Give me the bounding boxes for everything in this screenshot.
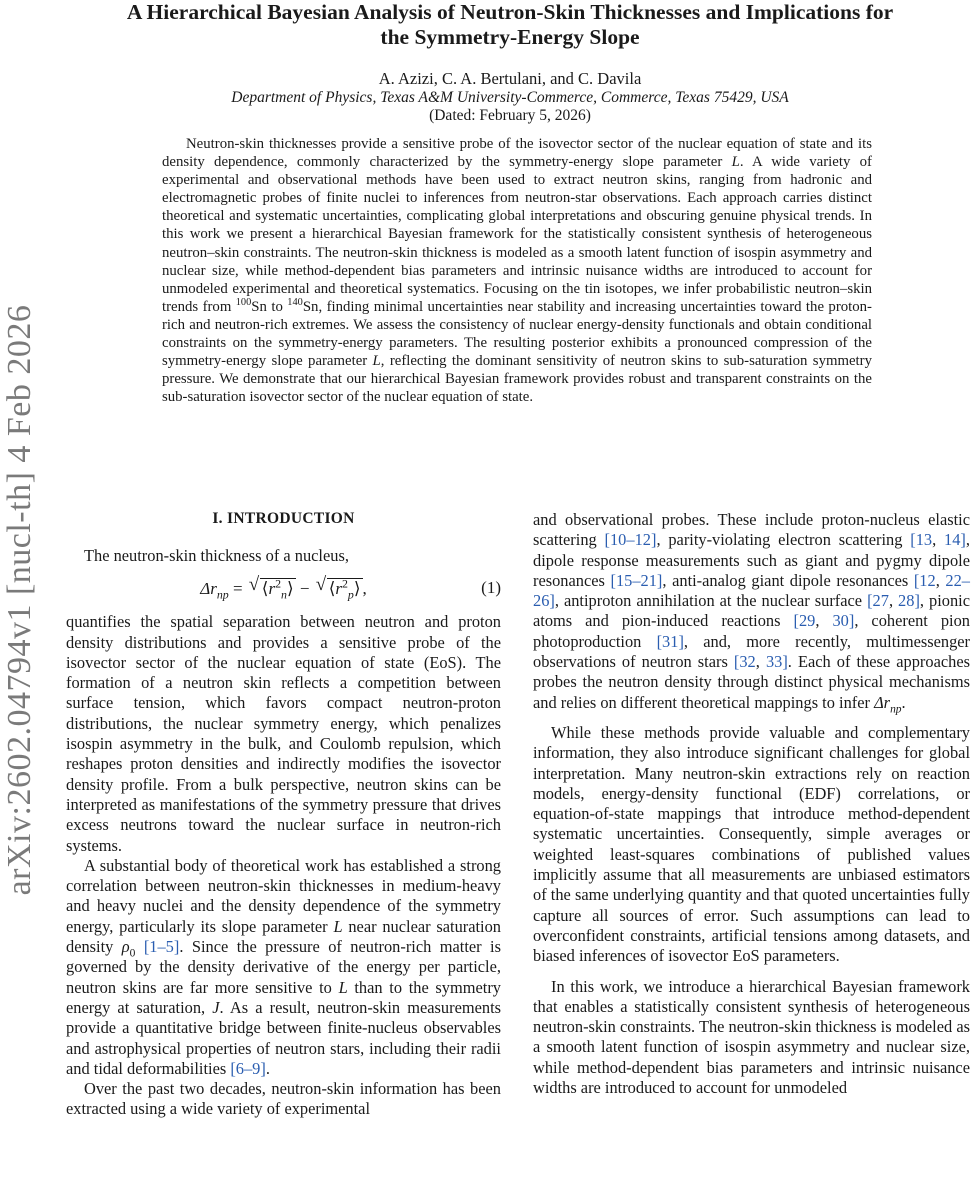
citation-separator: , (755, 652, 766, 672)
paragraph-text: , and, more recently, multimessenger observations of neutron stars (533, 631, 970, 672)
paragraph-text: A substantial body of theoretical work has established a strong correlation between neutron-skin thicknesses in medium-heavy and heavy nuclei and the density dependence of the symmetry energy, particularly its slope parameter (66, 855, 501, 936)
abstract (162, 135, 872, 406)
left-column (66, 508, 501, 1120)
eq-subscript-np: np (890, 702, 902, 715)
arxiv-sidebar (0, 300, 40, 900)
period: . (265, 1058, 270, 1078)
title-line-1: A Hierarchical Bayesian Analysis of Neutron-Skin Thicknesses and Implications for (126, 0, 894, 24)
abstract-text: Neutron-skin thicknesses provide a sensitive probe of the isovector sector of the nuclear equation of state and its density dependence, commonly characterized by the symmetry-energy slope parameter (162, 136, 872, 171)
title-line-2: the Symmetry-Energy Slope (380, 25, 640, 49)
sqrt-neutron: √ $⟨r^2_n⟩$ (248, 574, 294, 602)
eq-equals: = (228, 579, 247, 599)
mass-number-140: 140 (287, 296, 303, 308)
eq-minus: − (295, 579, 314, 599)
paragraph-text: , dipole response measurements such as giant and pygmy dipole resonances (533, 530, 970, 590)
section-heading-introduction: I. INTRODUCTION (212, 510, 355, 527)
citation-separator: , (815, 611, 833, 631)
paragraph-text: , pionic atoms and pion-induced reactions (533, 591, 970, 631)
sqrt-proton: √ $⟨r^2_p⟩$ (315, 574, 361, 602)
equation-number: (1) (481, 578, 501, 598)
period: . (901, 692, 906, 712)
radical-sign: √ (315, 574, 327, 596)
intro-paragraph-1: The neutron-skin thickness of a nucleus, (84, 546, 349, 565)
equation-body (200, 574, 367, 602)
eq-subscript-n: n (281, 587, 287, 602)
eq-r: r (268, 579, 276, 599)
citation-link[interactable]: 28] (898, 591, 920, 611)
citation-link[interactable]: 14] (944, 530, 966, 550)
citation-link[interactable]: [6–9] (230, 1058, 266, 1078)
mass-number-100: 100 (235, 296, 252, 308)
citation-separator: , (932, 530, 945, 550)
abstract-text: , reflecting the dominant sensitivity of neutron skins to sub-saturation symmetry pressure. We demonstrate that our hierarchical Bayesian framework provides robust and transparent constraints on the sub-saturation isovector sector of the nuclear equation of state. (162, 353, 872, 406)
citation-separator: , (935, 570, 946, 590)
paragraph-text: than to the symmetry energy at saturation, (66, 977, 501, 1017)
intro-paragraph-4: Over the past two decades, neutron-skin information has been extracted using a wide variety of experimental (66, 1079, 501, 1119)
equation-1 (66, 566, 501, 612)
citation-link[interactable]: 30] (832, 611, 855, 631)
paragraph-text: . As a result, neutron-skin measurements provide a quantitative bridge between finite-nucleus observables and astrophysical properties of neutron stars, including their radii and tidal deformabilities (66, 997, 502, 1078)
eq-delta-r: Δr (200, 579, 217, 599)
right-paragraph-3: In this work, we introduce a hierarchical Bayesian framework that enables a statistically consistent synthesis of heterogeneous neutron-skin constraints. The neutron-skin thickness is modeled as a smooth latent function of isospin asymmetry and nuclear size, while method-dependent bias parameters and intrinsic nuisance widths are introduced to account for unmodeled (533, 976, 970, 1098)
citation-link[interactable]: [32 (733, 652, 756, 672)
citation-link[interactable]: 33] (765, 652, 788, 672)
citation-link[interactable]: 22–26] (533, 570, 970, 611)
citation-link[interactable]: [13 (910, 530, 933, 550)
paragraph-text: , antiproton annihilation at the nuclear surface (554, 591, 868, 611)
author-list: A. Azizi, C. A. Bertulani, and C. Davila (378, 69, 642, 88)
symbol-L: L (338, 977, 348, 997)
paragraph-text: , parity-violating electron scattering (656, 530, 911, 550)
eq-subscript-p: p (347, 587, 354, 602)
eq-square: 2 (275, 576, 282, 591)
citation-link[interactable]: [15–21] (610, 570, 663, 590)
eq-delta-r: Δr (874, 692, 891, 712)
paper-title (60, 0, 960, 50)
intro-paragraph-3 (66, 856, 501, 1079)
symbol-J: J (212, 997, 220, 1017)
citation-link[interactable]: [12 (913, 570, 936, 590)
affiliation: Department of Physics, Texas A&M University-Commerce, Commerce, Texas 75429, USA (231, 89, 789, 106)
paragraph-text: near nuclear saturation density (66, 916, 502, 957)
right-column (533, 510, 970, 1098)
eq-square: 2 (341, 576, 348, 591)
symbol-L: L (333, 916, 343, 936)
rho-subscript: 0 (129, 947, 136, 960)
citation-link[interactable]: [29 (793, 611, 816, 631)
symbol-L: L (731, 154, 740, 171)
element-sn: Sn (251, 298, 267, 315)
citation-link[interactable]: [10–12] (604, 530, 657, 550)
symbol-L: L (372, 353, 381, 370)
radical-sign: √ (248, 574, 260, 596)
abstract-text: . A wide variety of experimental and observational methods have been used to extract neutron skins, ranging from hadronic and electromagnetic probes of finite nuclei to inferences from neutron-star observations. Each approach carries distinct theoretical and systematic uncertainties, complicating global interpretations and obscuring genuine physical trends. In this work we present a hierarchical Bayesian framework for the statistically consistent synthesis of heterogeneous neutron–skin constraints. The neutron-skin thickness is modeled as a smooth latent function of isospin asymmetry and nuclear size, while method-dependent bias parameters and intrinsic nuisance widths are introduced to account for unmodeled experimental and theoretical systematics. Focusing on the tin isotopes, we infer probabilistic neutron–skin trends from (162, 154, 872, 315)
right-paragraph-2: While these methods provide valuable and complementary information, they also introduce significant challenges for global interpretation. Many neutron-skin extractions rely on reaction models, energy-density functional (EDF) correlations, or equation-of-state mappings that introduce method-dependent systematic uncertainties. Consequently, simple averages or weighted least-squares combinations of published values implicitly assume that all measurements are unbiased estimators of the same underlying quantity and that quoted uncertainties fully capture all sources of error. Such assumptions can lead to overconfident constraints, artificial tensions among datasets, and biased inferences of isovector EoS parameters. (533, 722, 970, 966)
citation-separator: , (888, 591, 899, 611)
citation-link[interactable]: [1–5] (143, 937, 180, 957)
paragraph-text: . Since the pressure of neutron-rich matter is governed by the density derivative of the energy per particle, neutron skins are far more sensitive to (66, 937, 501, 997)
intro-paragraph-2: quantifies the spatial separation between neutron and proton density distributions and provides a sensitive probe of the isovector sector of the nuclear equation of state (EoS). The formation of a neutron skin reflects a competition between surface tension, which favors compact neutron-proton distributions, the nuclear symmetry energy, which penalizes isospin asymmetry in the bulk, and Coulomb repulsion, which reshapes proton densities and indirectly modifies the isovector density profile. From a bulk perspective, neutron skins can be interpreted as manifestations of the symmetry pressure that drives excess neutrons toward the nuclear surface in neutron-rich systems. (66, 612, 501, 855)
right-paragraph-1 (533, 510, 970, 713)
element-sn: Sn (302, 298, 319, 315)
eq-comma: , (362, 579, 367, 599)
paragraph-text: , coherent pion photoproduction (533, 611, 971, 651)
abstract-text: to (266, 298, 288, 315)
arxiv-identifier: arXiv:2602.04794v1 [nucl-th] 4 Feb 2026 (1, 304, 38, 896)
citation-link[interactable]: [27 (867, 591, 889, 611)
paragraph-text: and observational probes. These include proton-nucleus elastic scattering (533, 510, 970, 550)
abstract-text: , finding minimal uncertainties near stability and increasing uncertainties toward the proton-rich and neutron-rich extremes. We assess the consistency of nuclear energy-density functionals and obtain conditional constraints on the symmetry-energy parameters. The resulting posterior exhibits a pronounced compression of the symmetry-energy slope parameter (162, 298, 872, 370)
eq-subscript-np: np (216, 587, 229, 602)
eq-r: r (335, 579, 342, 599)
paragraph-text: . Each of these approaches probes the neutron density through distinct physical mechanisms and relies on different theoretical mappings to infer (533, 652, 970, 712)
paragraph-text: , anti-analog giant dipole resonances (662, 570, 914, 590)
citation-link[interactable]: [31] (656, 631, 684, 651)
date-line: (Dated: February 5, 2026) (429, 107, 591, 124)
symbol-rho: ρ (121, 937, 130, 957)
